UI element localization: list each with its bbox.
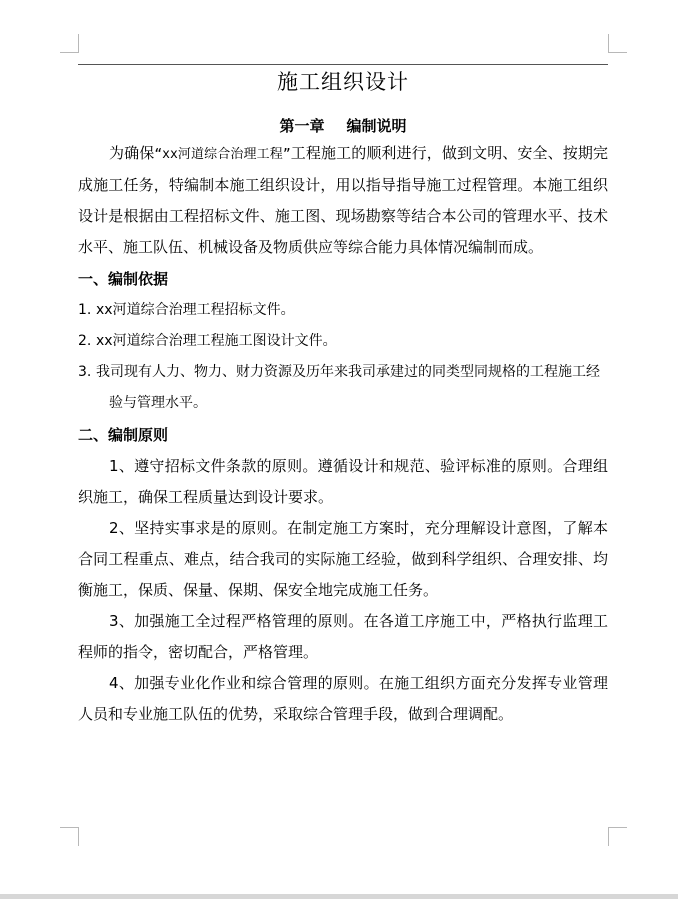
chapter-number: 第一章 <box>279 117 325 135</box>
margin-corner-bottom-right <box>608 827 627 846</box>
margin-corner-top-left <box>60 34 79 53</box>
section-heading-principles: 二、编制原则 <box>78 426 169 444</box>
margin-corner-bottom-left <box>60 827 79 846</box>
margin-corner-top-right <box>608 34 627 53</box>
list-item-number: 2. <box>78 333 92 349</box>
list-item <box>78 326 608 357</box>
list-item <box>78 357 608 419</box>
list-item-text: xx河道综合治理工程施工图设计文件。 <box>96 333 337 349</box>
list-item-number: 1. <box>78 302 92 318</box>
principle-paragraph: 3、加强施工全过程严格管理的原则。在各道工序施工中，严格执行监理工程师的指令，密切配合，严格管理。 <box>78 612 608 661</box>
chapter-name: 编制说明 <box>346 117 407 135</box>
window-bottom-edge <box>0 894 678 899</box>
document-title: 施工组织设计 <box>277 70 409 94</box>
list-item-text: 我司现有人力、物力、财力资源及历年来我司承建过的同类型同规格的工程施工经验与管理水平。 <box>96 364 600 411</box>
intro-prefix: 为确保 <box>109 144 155 162</box>
intro-paragraph <box>78 138 608 263</box>
list-item-number: 3. <box>78 364 92 380</box>
principle-paragraph: 2、坚持实事求是的原则。在制定施工方案时，充分理解设计意图，了解本合同工程重点、难点，结合我司的实际施工经验，做到科学组织、合理安排、均衡施工，保质、保量、保期、保安全地完成施工任务。 <box>78 519 608 599</box>
principle-paragraph: 4、加强专业化作业和综合管理的原则。在施工组织方面充分发挥专业管理人员和专业施工队伍的优势，采取综合管理手段，做到合理调配。 <box>78 674 608 723</box>
chapter-heading <box>78 114 608 138</box>
list-item <box>78 295 608 326</box>
section-heading-basis: 一、编制依据 <box>78 270 169 288</box>
intro-rest: 工程施工的顺利进行，做到文明、安全、按期完成施工任务，特编制本施工组织设计，用以指导指导施工过程管理。本施工组织设计是根据由工程招标文件、施工图、现场勘察等结合本公司的管理水平、技术水平、施工队伍、机械设备及物质供应等综合能力具体情况编制而成。 <box>78 144 608 256</box>
intro-project-name: “xx河道综合治理工程” <box>154 147 291 162</box>
principle-paragraph: 1、遵守招标文件条款的原则。遵循设计和规范、验评标准的原则。合理组织施工，确保工程质量达到设计要求。 <box>78 457 608 506</box>
list-item-text: xx河道综合治理工程招标文件。 <box>96 302 295 318</box>
document-body[interactable] <box>78 64 608 730</box>
